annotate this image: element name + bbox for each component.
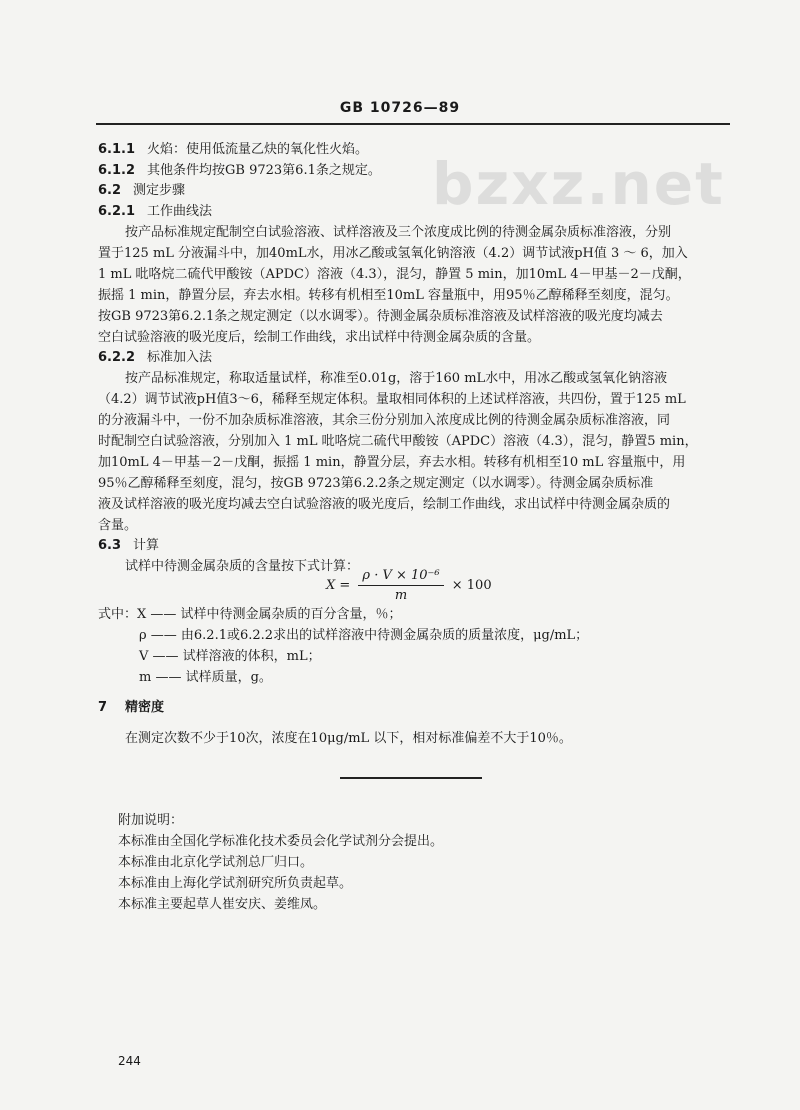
section-text: 其他条件均按GB 9723第6.1条之规定。 (147, 163, 381, 178)
paragraph-line: 时配制空白试验溶液，分别加入 1 mL 吡咯烷二硫代甲酸铵（APDC）溶液（4.3），混匀，静置5 min， (98, 434, 698, 449)
section-number: 6.2.2 (98, 350, 136, 365)
section-6-2-1 (98, 203, 212, 221)
definition-line: ρ —— 由6.2.1或6.2.2求出的试样溶液中待测金属杂质的质量浓度，μg/mL； (139, 628, 589, 643)
section-number: 6.1.2 (98, 163, 136, 178)
section-heading: 标准加入法 (147, 350, 213, 365)
definition-line: m —— 试样质量，g。 (139, 670, 272, 685)
paragraph-line: （4.2）调节试液pH值3～6，稀释至规定体积。量取相同体积的上述试样溶液，共四份，置于125 mL (98, 392, 686, 407)
separator-rule (340, 777, 482, 779)
section-6-1-1 (98, 141, 368, 159)
formula-numerator: ρ · V × 10⁻⁶ (358, 568, 443, 586)
watermark: bzxz.net (432, 150, 725, 218)
paragraph-line: 1 mL 吡咯烷二硫代甲酸铵（APDC）溶液（4.3），混匀，静置 5 min，加10mL 4－甲基－2－戊酮， (98, 267, 691, 282)
page-number: 244 (118, 1054, 141, 1068)
section-number: 6.2 (98, 183, 122, 198)
section-number: 6.3 (98, 538, 122, 553)
paragraph-line: 加10mL 4－甲基－2－戊酮，振摇 1 min，静置分层，弃去水相。转移有机相至10 mL 容量瓶中，用 (98, 455, 686, 470)
section-heading: 工作曲线法 (147, 204, 213, 219)
definition-line: 式中：X —— 试样中待测金属杂质的百分含量，％； (98, 607, 402, 622)
section-6-1-2 (98, 162, 381, 180)
appendix-line: 本标准由全国化学标准化技术委员会化学试剂分会提出。 (118, 834, 444, 849)
definition-line: V —— 试样溶液的体积，mL； (139, 649, 321, 664)
paragraph-line: 在测定次数不少于10次，浓度在10μg/mL 以下，相对标准偏差不大于10％。 (125, 731, 572, 746)
paragraph-line: 按产品标准规定配制空白试验溶液、试样溶液及三个浓度成比例的待测金属杂质标准溶液，分别 (125, 225, 672, 240)
section-6-2-2 (98, 349, 212, 367)
paragraph-line: 95％乙醇稀释至刻度，混匀，按GB 9723第6.2.2条之规定测定（以水调零）。待测金属杂质标准 (98, 476, 654, 491)
paragraph-line: 按产品标准规定，称取适量试样，称准至0.01g，溶于160 mL水中，用冰乙酸或氢氧化钠溶液 (125, 371, 668, 386)
appendix-line: 本标准由北京化学试剂总厂归口。 (118, 855, 314, 870)
page-header: GB 10726—89 (339, 100, 461, 116)
section-6-3 (98, 537, 159, 555)
appendix-line: 本标准主要起草人崔安庆、姜维凤。 (118, 897, 327, 912)
section-number: 7 (98, 700, 108, 715)
appendix-line: 本标准由上海化学试剂研究所负责起草。 (118, 876, 353, 891)
formula-fraction (358, 568, 443, 603)
appendix-title: 附加说明： (118, 813, 184, 828)
section-number: 6.2.1 (98, 204, 136, 219)
section-6-2 (98, 182, 185, 200)
header-rule (96, 123, 730, 125)
paragraph-line: 的分液漏斗中，一份不加杂质标准溶液，其余三份分别加入浓度成比例的待测金属杂质标准溶液，同 (98, 413, 671, 428)
section-heading: 精密度 (125, 700, 165, 715)
paragraph-line: 置于125 mL 分液漏斗中，加40mL水，用冰乙酸或氢氧化钠溶液（4.2）调节试液pH值 3 ～ 6，加入 (98, 246, 688, 261)
formula-rhs: × 100 (451, 578, 492, 593)
section-7 (98, 699, 164, 717)
paragraph-line: 空白试验溶液的吸光度后，绘制工作曲线，求出试样中待测金属杂质的含量。 (98, 330, 541, 345)
paragraph-line: 试样中待测金属杂质的含量按下式计算： (125, 559, 360, 574)
section-number: 6.1.1 (98, 142, 136, 157)
paragraph-line: 按GB 9723第6.2.1条之规定测定（以水调零）。待测金属杂质标准溶液及试样溶液的吸光度均减去 (98, 309, 663, 324)
formula (326, 568, 492, 603)
section-heading: 测定步骤 (133, 183, 186, 198)
formula-denominator: m (394, 588, 408, 603)
section-heading: 计算 (133, 538, 160, 553)
formula-lhs: X = (326, 578, 351, 593)
section-text: 火焰：使用低流量乙炔的氧化性火焰。 (147, 142, 369, 157)
paragraph-line: 振摇 1 min，静置分层，弃去水相。转移有机相至10mL 容量瓶中，用95％乙醇稀释至刻度，混匀。 (98, 288, 679, 303)
paragraph-line: 含量。 (98, 518, 138, 533)
paragraph-line: 液及试样溶液的吸光度均减去空白试验溶液的吸光度后，绘制工作曲线，求出试样中待测金属杂质的 (98, 497, 671, 512)
